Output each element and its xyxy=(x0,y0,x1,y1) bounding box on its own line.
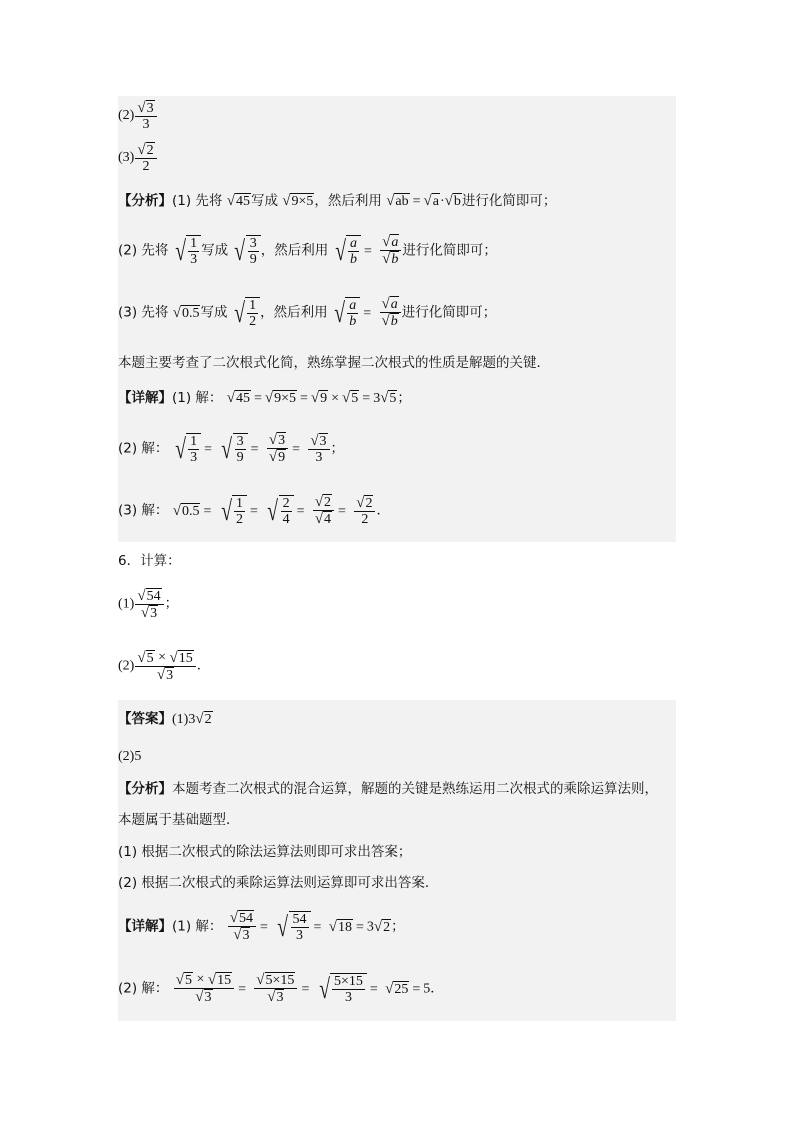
analysis-summary: 本题主要考查了二次根式化简，熟练掌握二次根式的性质是解题的关键． xyxy=(118,355,550,371)
q6-analysis-p2: (2) 根据二次根式的乘除运算法则运算即可求出答案． xyxy=(118,875,439,891)
analysis-p1: 【分析】(1) 先将 √ 45 写成 √ 9×5 ，然后利用 √ ab = √ a · √ b 进行化简即可； xyxy=(118,193,557,209)
question-6-title: 6．计算： xyxy=(118,553,181,569)
detail-2: (2) 解： √ $\frac{1}{3}$ = √ $\frac{3}{9}$ = √ 3 √ 9 = √ 3 3 ； xyxy=(118,432,345,465)
question-6-item-2: (2) √ 5 × √ 15 √ 3 ． xyxy=(118,650,211,683)
answer-3: (3) √ 2 2 xyxy=(118,142,158,174)
answer-2: (2) √ 3 3 xyxy=(118,100,158,132)
detail-1: 【详解】(1) 解： √ 45 = √ 9×5 = √ 9 × √ 5 = 3 √ 5 ； xyxy=(118,390,411,406)
q6-analysis-line-2: 本题属于基础题型． xyxy=(118,812,240,828)
analysis-p3: (3) 先将 √ 0.5 写成 √ $\frac{1}{2}$ ，然后利用 √ $\frac{a}{b}$ = √ a √ b 进行化简即可； xyxy=(118,296,497,329)
detail-3: (3) 解： √ 0.5 = √ $\frac{1}{2}$ = √ $\frac{2}{4}$ = √ 2 √ 4 = √ 2 2 ． xyxy=(118,494,390,527)
q6-detail-1: 【详解】(1) 解： √ 54 √ 3 = √ $\frac{54}{3}$ = √ 18 = 3 √ 2 ； xyxy=(118,910,405,943)
q6-analysis-line-1: 【分析】本题考查二次根式的混合运算，解题的关键是熟练运用二次根式的乘除运算法则， xyxy=(118,781,658,797)
q6-detail-2: (2) 解： √ 5 × √ 15 √ 3 = √ 5×15 √ 3 = √ $\frac{5\times 15}{3}$ = √ 25 = 5． xyxy=(118,972,444,1005)
q6-answer-1: 【答案】(1)3 √ 2 xyxy=(118,711,212,727)
analysis-p2: (2) 先将 √ $\frac{1}{3}$ 写成 √ $\frac{3}{9}$ ，然后利用 √ $\frac{a}{b}$ = √ a √ b 进行化简即可； xyxy=(118,234,497,267)
q6-analysis-p1: (1) 根据二次根式的除法运算法则即可求出答案； xyxy=(118,844,412,860)
question-6-item-1: (1) √ 54 √ 3 ； xyxy=(118,588,179,621)
q6-answer-2: (2)5 xyxy=(118,749,142,764)
